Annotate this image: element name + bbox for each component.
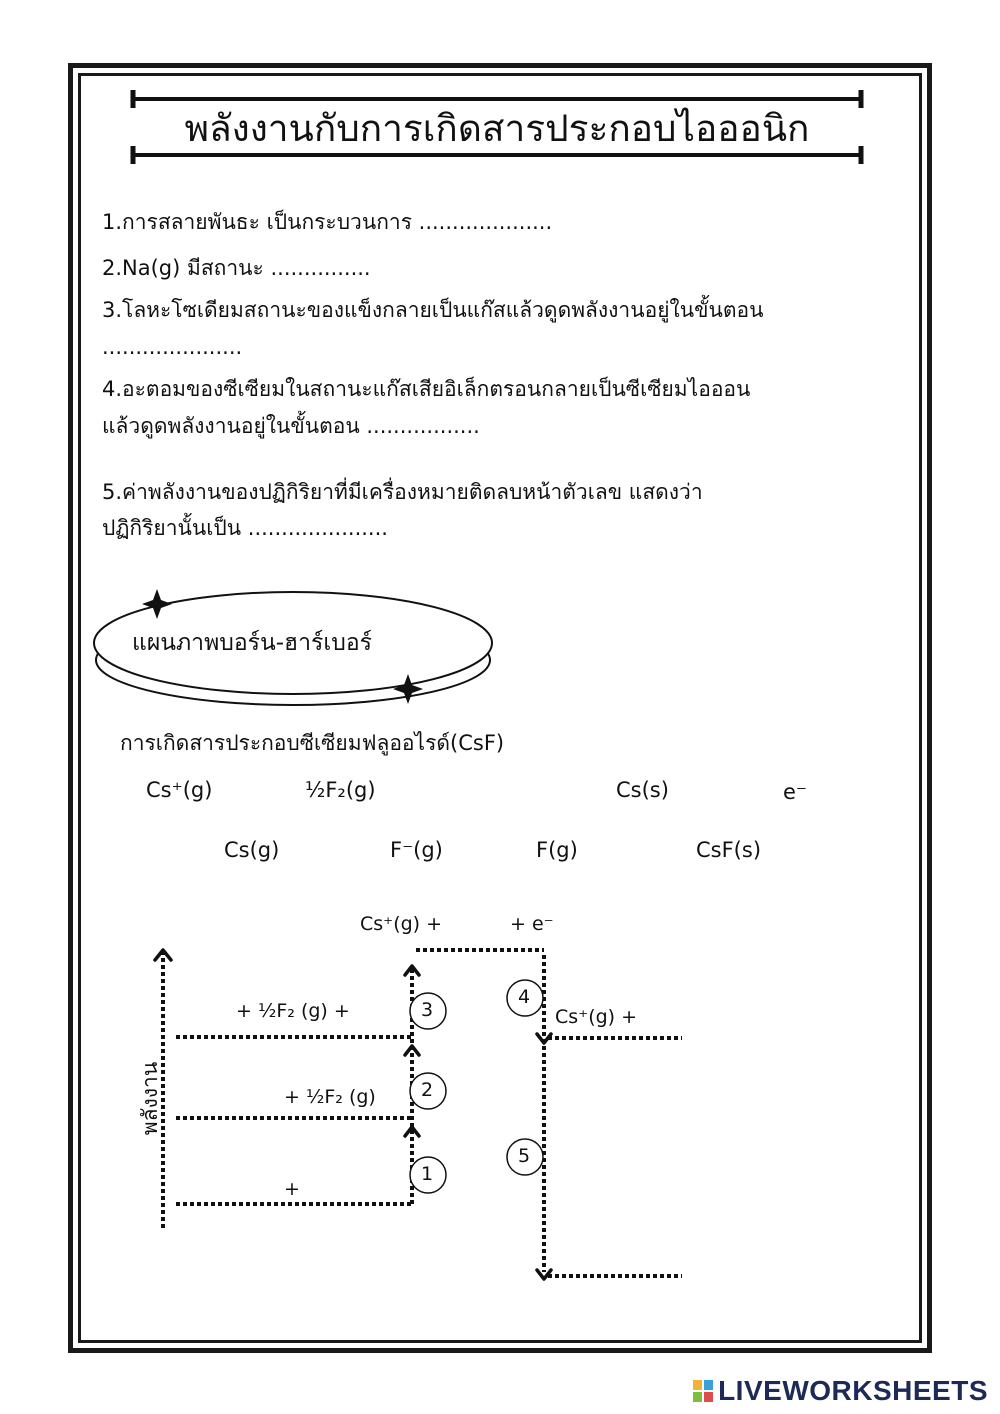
species-f-minus[interactable]: F⁻(g)	[390, 838, 443, 862]
species-half-f2[interactable]: ½F₂(g)	[305, 778, 376, 802]
level2-text: + ½F₂ (g)	[284, 1086, 376, 1108]
question-5: 5.ค่าพลังงานของปฏิกิริยาที่มีเครื่องหมายติดลบหน้าตัวเลข แสดงว่า	[102, 480, 703, 504]
footer-brand: LIVEWORKSHEETS	[718, 1375, 988, 1406]
species-cs-plus[interactable]: Cs⁺(g)	[146, 778, 213, 802]
level1-text: +	[284, 1178, 300, 1200]
top-right-text: + e⁻	[510, 913, 554, 935]
question-2: 2.Na(g) มีสถานะ ...............	[102, 256, 371, 280]
question-5-cont: ปฏิกิริยานั้นเป็น .....................	[102, 516, 388, 540]
diagram-subtitle: การเกิดสารประกอบซีเซียมฟลูออไรด์(CsF)	[120, 731, 505, 755]
step-3-number: 3	[421, 999, 434, 1021]
y-axis-label: พลังงาน	[138, 1061, 163, 1136]
species-cs-g[interactable]: Cs(g)	[224, 838, 280, 862]
step-1-number: 1	[421, 1163, 434, 1185]
species-cs-s[interactable]: Cs(s)	[616, 778, 669, 802]
section-label: แผนภาพบอร์น-ฮาร์เบอร์	[132, 630, 372, 656]
question-3: 3.โลหะโซเดียมสถานะของแข็งกลายเป็นแก๊สแล้วดูดพลังงานอยู่ในขั้นตอน	[102, 298, 764, 322]
arrow-heads	[155, 950, 551, 1279]
question-4: 4.อะตอมของซีเซียมในสถานะแก๊สเสียอิเล็กตรอนกลายเป็นซีเซียมไอออน	[102, 377, 751, 401]
right-mid-text: Cs⁺(g) +	[555, 1006, 638, 1028]
species-f-g[interactable]: F(g)	[536, 838, 578, 862]
top-left-text: Cs⁺(g) +	[360, 913, 443, 935]
step-5-number: 5	[518, 1145, 531, 1167]
step-2-number: 2	[421, 1079, 434, 1101]
question-4-cont: แล้วดูดพลังงานอยู่ในขั้นตอน .................	[102, 414, 480, 438]
step-4-number: 4	[518, 986, 531, 1008]
species-electron[interactable]: e⁻	[783, 780, 808, 804]
question-3-blank: .....................	[102, 335, 243, 359]
liveworksheets-logo-icon	[693, 1380, 713, 1402]
species-csf-s[interactable]: CsF(s)	[696, 838, 762, 862]
page-title: พลังงานกับการเกิดสารประกอบไอออนิก	[184, 107, 810, 150]
question-1: 1.การสลายพันธะ เป็นกระบวนการ ....................	[102, 210, 553, 234]
level3-text: + ½F₂ (g) +	[236, 1000, 350, 1022]
